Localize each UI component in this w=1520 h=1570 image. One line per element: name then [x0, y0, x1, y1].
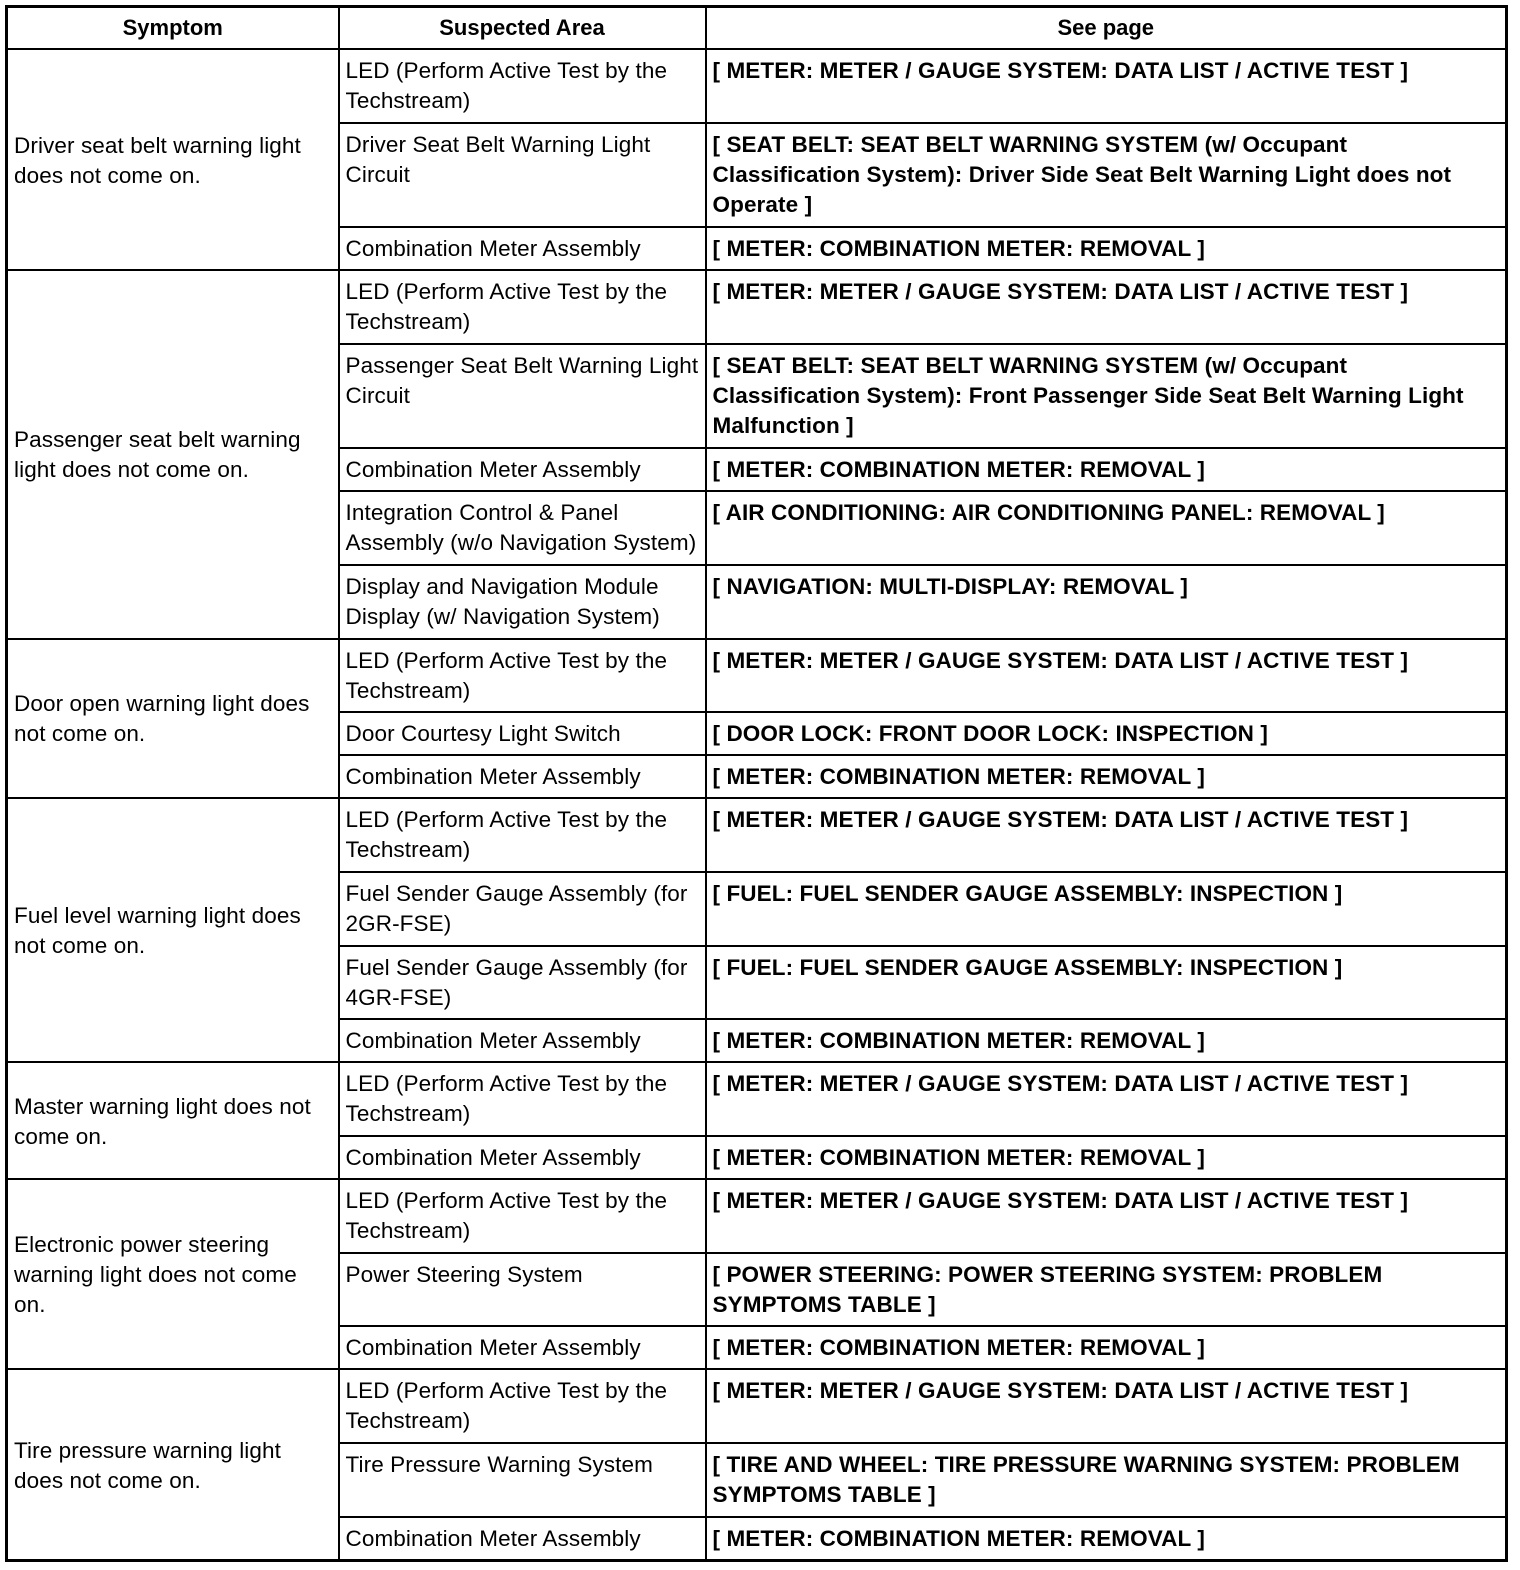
suspected-area-cell: Combination Meter Assembly — [339, 1517, 706, 1561]
suspected-area-cell: LED (Perform Active Test by the Techstream) — [339, 1369, 706, 1443]
suspected-area-cell: Combination Meter Assembly — [339, 1019, 706, 1062]
suspected-area-cell: Driver Seat Belt Warning Light Circuit — [339, 123, 706, 227]
see-page-reference-cell: [ SEAT BELT: SEAT BELT WARNING SYSTEM (w/ Occupant Classification System): Driver Side Seat Belt Warning Light does not Operate ] — [706, 123, 1507, 227]
table-row — [7, 1179, 1507, 1253]
see-page-reference-cell: [ METER: METER / GAUGE SYSTEM: DATA LIST / ACTIVE TEST ] — [706, 798, 1507, 872]
see-page-reference-cell: [ METER: METER / GAUGE SYSTEM: DATA LIST / ACTIVE TEST ] — [706, 49, 1507, 123]
suspected-area-cell: LED (Perform Active Test by the Techstream) — [339, 639, 706, 713]
see-page-reference-cell: [ NAVIGATION: MULTI-DISPLAY: REMOVAL ] — [706, 565, 1507, 639]
see-page-reference-cell: [ METER: METER / GAUGE SYSTEM: DATA LIST / ACTIVE TEST ] — [706, 639, 1507, 713]
suspected-area-cell: LED (Perform Active Test by the Techstream) — [339, 1179, 706, 1253]
see-page-reference-cell: [ SEAT BELT: SEAT BELT WARNING SYSTEM (w/ Occupant Classification System): Front Passenger Side Seat Belt Warning Light Malfunction ] — [706, 344, 1507, 448]
suspected-area-cell: Combination Meter Assembly — [339, 1326, 706, 1369]
table-row — [7, 1369, 1507, 1443]
header-suspected-area: Suspected Area — [339, 7, 706, 50]
suspected-area-cell: Power Steering System — [339, 1253, 706, 1327]
see-page-reference-cell: [ POWER STEERING: POWER STEERING SYSTEM: PROBLEM SYMPTOMS TABLE ] — [706, 1253, 1507, 1327]
suspected-area-cell: Tire Pressure Warning System — [339, 1443, 706, 1517]
suspected-area-cell: Combination Meter Assembly — [339, 1136, 706, 1179]
suspected-area-cell: LED (Perform Active Test by the Techstream) — [339, 270, 706, 344]
symptom-cell: Driver seat belt warning light does not come on. — [7, 49, 339, 270]
see-page-reference-cell: [ DOOR LOCK: FRONT DOOR LOCK: INSPECTION ] — [706, 712, 1507, 755]
table-body — [7, 49, 1507, 1561]
see-page-reference-cell: [ METER: COMBINATION METER: REMOVAL ] — [706, 755, 1507, 798]
see-page-reference-cell: [ METER: METER / GAUGE SYSTEM: DATA LIST / ACTIVE TEST ] — [706, 270, 1507, 344]
see-page-reference-cell: [ METER: COMBINATION METER: REMOVAL ] — [706, 1517, 1507, 1561]
symptom-cell: Master warning light does not come on. — [7, 1062, 339, 1179]
suspected-area-cell: Door Courtesy Light Switch — [339, 712, 706, 755]
suspected-area-cell: LED (Perform Active Test by the Techstream) — [339, 1062, 706, 1136]
see-page-reference-cell: [ FUEL: FUEL SENDER GAUGE ASSEMBLY: INSPECTION ] — [706, 872, 1507, 946]
suspected-area-cell: Combination Meter Assembly — [339, 227, 706, 270]
document-page — [5, 5, 1505, 1562]
see-page-reference-cell: [ METER: COMBINATION METER: REMOVAL ] — [706, 448, 1507, 491]
suspected-area-cell: Display and Navigation Module Display (w/ Navigation System) — [339, 565, 706, 639]
table-row — [7, 49, 1507, 123]
see-page-reference-cell: [ FUEL: FUEL SENDER GAUGE ASSEMBLY: INSPECTION ] — [706, 946, 1507, 1020]
symptom-cell: Fuel level warning light does not come on. — [7, 798, 339, 1062]
suspected-area-cell: LED (Perform Active Test by the Techstream) — [339, 798, 706, 872]
problem-symptoms-table — [5, 5, 1508, 1562]
see-page-reference-cell: [ TIRE AND WHEEL: TIRE PRESSURE WARNING SYSTEM: PROBLEM SYMPTOMS TABLE ] — [706, 1443, 1507, 1517]
header-see-page: See page — [706, 7, 1507, 50]
suspected-area-cell: Combination Meter Assembly — [339, 448, 706, 491]
header-symptom: Symptom — [7, 7, 339, 50]
table-row — [7, 1062, 1507, 1136]
table-row — [7, 639, 1507, 713]
suspected-area-cell: Passenger Seat Belt Warning Light Circuit — [339, 344, 706, 448]
see-page-reference-cell: [ METER: METER / GAUGE SYSTEM: DATA LIST / ACTIVE TEST ] — [706, 1179, 1507, 1253]
symptom-cell: Electronic power steering warning light does not come on. — [7, 1179, 339, 1369]
suspected-area-cell: Fuel Sender Gauge Assembly (for 4GR-FSE) — [339, 946, 706, 1020]
see-page-reference-cell: [ METER: COMBINATION METER: REMOVAL ] — [706, 1326, 1507, 1369]
see-page-reference-cell: [ METER: COMBINATION METER: REMOVAL ] — [706, 1136, 1507, 1179]
symptom-cell: Door open warning light does not come on. — [7, 639, 339, 799]
suspected-area-cell: LED (Perform Active Test by the Techstream) — [339, 49, 706, 123]
symptom-cell: Passenger seat belt warning light does not come on. — [7, 270, 339, 639]
table-header-row — [7, 7, 1507, 50]
see-page-reference-cell: [ AIR CONDITIONING: AIR CONDITIONING PANEL: REMOVAL ] — [706, 491, 1507, 565]
see-page-reference-cell: [ METER: METER / GAUGE SYSTEM: DATA LIST / ACTIVE TEST ] — [706, 1369, 1507, 1443]
see-page-reference-cell: [ METER: METER / GAUGE SYSTEM: DATA LIST / ACTIVE TEST ] — [706, 1062, 1507, 1136]
symptom-cell: Tire pressure warning light does not come on. — [7, 1369, 339, 1560]
suspected-area-cell: Integration Control & Panel Assembly (w/o Navigation System) — [339, 491, 706, 565]
table-row — [7, 798, 1507, 872]
suspected-area-cell: Combination Meter Assembly — [339, 755, 706, 798]
suspected-area-cell: Fuel Sender Gauge Assembly (for 2GR-FSE) — [339, 872, 706, 946]
see-page-reference-cell: [ METER: COMBINATION METER: REMOVAL ] — [706, 227, 1507, 270]
see-page-reference-cell: [ METER: COMBINATION METER: REMOVAL ] — [706, 1019, 1507, 1062]
table-row — [7, 270, 1507, 344]
